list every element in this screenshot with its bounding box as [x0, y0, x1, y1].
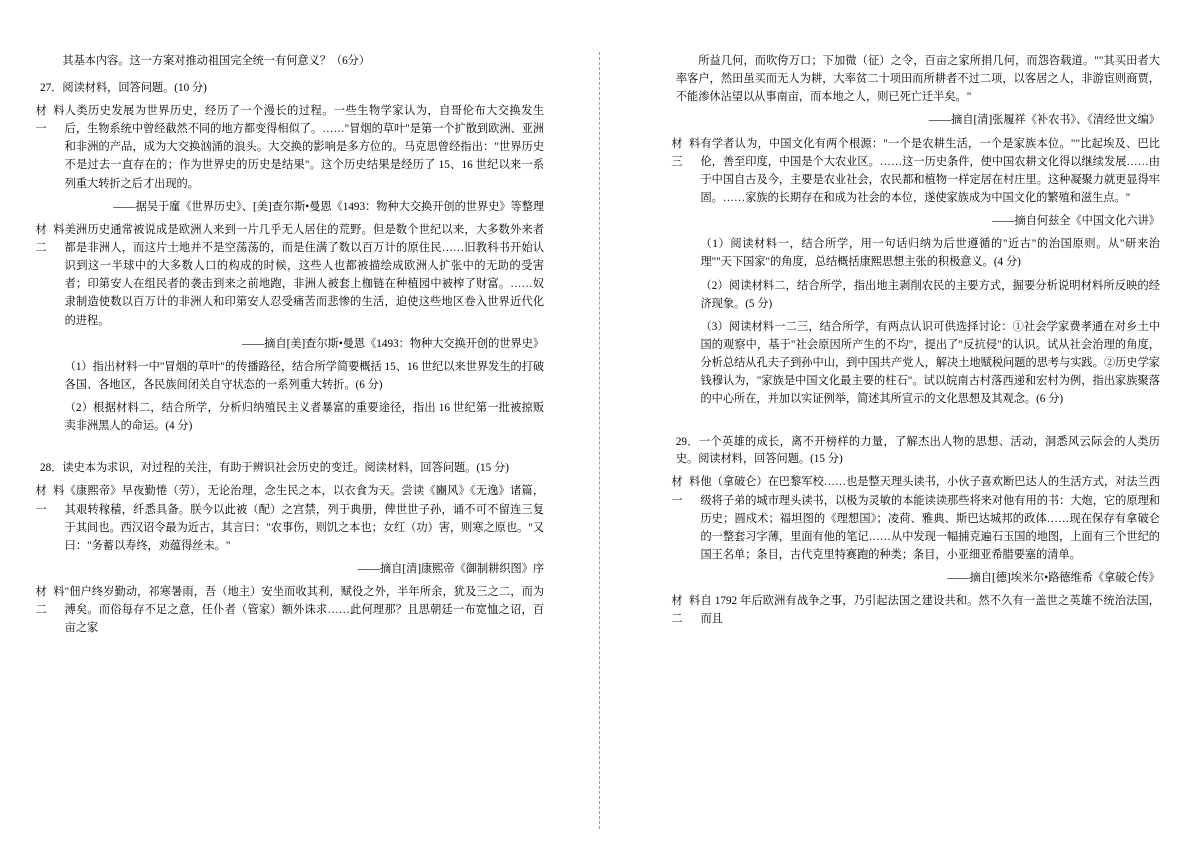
q29-material-2	[671, 592, 1160, 628]
q28-material-3-source: ——摘自何兹全《中国文化六讲》	[992, 215, 1160, 228]
material-label: 材料三	[671, 137, 701, 168]
material-label: 材料一	[671, 476, 701, 507]
material-label: 材料二	[35, 223, 65, 255]
question-28-heading: 28．读史本为求识，对过程的关注，有助于辨识社会历史的变迁。阅读材料，回答问题。(15 分)	[40, 462, 509, 475]
question-29-heading: 29．一个英雄的成长，离不开榜样的力量，了解杰出人物的思想、活动，洞悉风云际会的人类历史。阅读材料，回答问题。(15 分)	[675, 435, 1160, 466]
page-fold-gutter	[558, 52, 642, 829]
material-text: "佃户终岁勤动，祁寒暑雨，吾（地主）安坐而收其利，赋役之外，半年所余，犹及三之二，而为溥矣。而俗每存不足之意，任仆者（管家）额外诛求……此何理那？且思朝廷一布宽恤之诏，百亩之家	[64, 586, 545, 635]
material-label: 材料二	[35, 586, 65, 617]
q28-material-1	[35, 482, 545, 555]
left-column	[35, 52, 558, 829]
q27-material-1	[35, 102, 545, 193]
material-text: 人类历史发展为世界历史，经历了一个漫长的过程。一些生物学家认为，自哥伦布大交换发生后，生物系统中曾经截然不同的地方都变得相似了。……"冒烟的草叶"是第一个扩散到欧洲、亚洲和非洲的产品，成为大交换汹涌的浪头。大交换的影响是多方位的。马克思曾经指出："世界历史不是过去一直存在的；作为世界史的历史是结果"。这个历史结果是经历了 15、16 世纪以来一系列重大转折之后才出现的。	[64, 105, 545, 190]
q28-sub-question-3: （3）阅读材料一二三，结合所学，有两点认识可供选择讨论：①社会学家费孝通在对乡土中国的观察中，基于"社会原因所产生的不均"，提出了"反抗侵"的认识。试从社会治理的角度，分析总结从孔夫子到孙中山，到中国共产党人，解决土地赋税问题的思考与实践。②历史学家钱穆认为，"家族是中国文化最主要的柱石"。试以皖南古村落西递和宏村为例，指出家族聚落的中心所在，并加以实证例举，简述其所宣示的文化思想及其观念。(6 分)	[700, 320, 1160, 406]
q27-sub-question-1: （1）指出材料一中"冒烟的草叶"的传播路径，结合所学简要概括 15、16 世纪以来世界发生的打破各国、各地区，各民族间闭关自守状态的一系列重大转折。(6 分)	[64, 360, 545, 392]
right-column	[642, 52, 1160, 829]
material-label: 材料二	[671, 595, 701, 626]
q29-material-1	[671, 473, 1160, 564]
q27-sub-question-2: （2）根据材料二，结合所学，分析归纳殖民主义者暴富的重要途径，指出 16 世纪第一批被掠贩卖非洲黑人的命运。(4 分)	[64, 402, 545, 433]
question-27-heading: 27．阅读材料，回答问题。(10 分)	[40, 82, 207, 95]
material-text: 自 1792 年后欧洲有战争之事，乃引起法国之建设共和。然不久有一盖世之英雄不统治法国，而且	[700, 595, 1160, 626]
top-fragment-text: 其基本内容。这一方案对推动祖国完全统一有何意义？（6分）	[62, 55, 371, 67]
section-spacer	[676, 414, 1160, 426]
q28-sub-question-1: （1）阅读材料一，结合所学，用一句话归纳为后世遵循的"近古"的治国原则。从"研来治理""天下国家"的角度，总结概括康熙思想主张的积极意义。(4 分)	[700, 238, 1160, 269]
material-text: 有学者认为，中国文化有两个根源："一个是农耕生活，一个是家族本位。""比起埃及、巴比伦，善至印度，中国是个大农业区。……这一历史条件，使中国农耕文化得以继续发展……由于中国自古及今，主要是农业社会，农民都和植物一样定居在村庄里。这种凝聚力就更显得牢固。……家族的长期存在和成为社会的本位，遂使家族成为中国文化的繁殖和滋生点。"	[700, 137, 1160, 204]
q28-material-2	[35, 583, 545, 637]
right-top-paragraph: 所益几何，而吹侉万口；下加微（征）之令，百亩之家所捐几何，而怨咨载道。""其买田者大率客户，然田虽买而无人为耕，大率贫二十项田而所耕者不过二项，以客居之人，非游宦则商贾，不能渗休沾望以从事南亩，而本地之人，则已死亡迁半矣。"	[675, 55, 1160, 104]
q28-sub-question-2: （2）阅读材料二，结合所学，指出地主剥削农民的主要方式，掘要分析说明材料所反映的经济现象。(5 分)	[700, 279, 1160, 310]
material-label: 材料一	[35, 105, 65, 136]
q28-material-1-source: ——摘自[清]康熙帝《御制耕织图》序	[357, 562, 545, 575]
q29-material-1-source: ——摘自[德]埃米尔•路德维希《拿破仑传》	[947, 572, 1160, 585]
q28-material-3	[671, 135, 1160, 208]
section-spacer	[40, 440, 544, 452]
material-text: 他（拿破仑）在巴黎军校……也是整天理头读书，小伙子喜欢断巴达人的生活方式，对法兰西级将子弟的城市理头读书，以极为灵敏的本能读读那些将来对他有用的书：大炮，它的原理和历史；圆戍术；福坦图的《理想国》；凌荷、雅典、斯巴达城邦的政体……现在保存有拿破仑的一整套习字薄，里面有他的笔记……从中发现一幅捕克遍石玉国的地图，上面有三个世纪的国王名单；条目，古代克里特赛跑的种类；条目，小亚细亚希腊要塞的清单。	[700, 476, 1160, 561]
q27-material-2	[35, 221, 545, 330]
q27-material-2-source: ——摘自[美]查尔斯•曼恩《1493：物种大交换开创的世界史》	[241, 337, 545, 350]
material-label: 材料一	[35, 485, 65, 516]
material-text: 美洲历史通常被说成是欧洲人来到一片几乎无人居住的荒野。但是数个世纪以来，大多数外来者都是非洲人，而这片土地并不是空荡荡的，而是住满了数以百万计的原住民……旧教科书开始认识到这一半球中的大多数人口的构成的时候，这些人也都被描绘成欧洲人扩张中的无助的受害者；印第安人在组民者的袭击到来之前地跑，非洲人被套上枷链在种植园中被榨了财富。……奴隶制造使数以百万计的非洲人和印第安人忍受痛苦而悲惨的生活，迫使这些地区卷入世界近代化的进程。	[64, 223, 545, 327]
fold-dashed-line	[599, 52, 600, 829]
q27-material-1-source: ——据吴于廑《世界历史》、[美]查尔斯•曼恩《1493：物种大交换开创的世界史》等整理	[113, 200, 545, 213]
right-top-source: ——摘自[清]张履祥《补农书》、《清经世文编》	[928, 114, 1160, 127]
material-text: 《康熙帝》早夜勤惓（劳），无论治理，念生民之本，以衣食为天。尝读《豳风》《无逸》诸篇，其艰转稼穑，纤悉具备。朕今以此被（配）之宫禁，列于典册，俾世世子孙，诵不可不留连三复于其间也。西汉诏令最为近古，其言曰："农事伤，则饥之本也；女红（功）害，则寒之原也。"又曰："务蓄以寿终，劝蕴得丝未。"	[64, 485, 545, 552]
